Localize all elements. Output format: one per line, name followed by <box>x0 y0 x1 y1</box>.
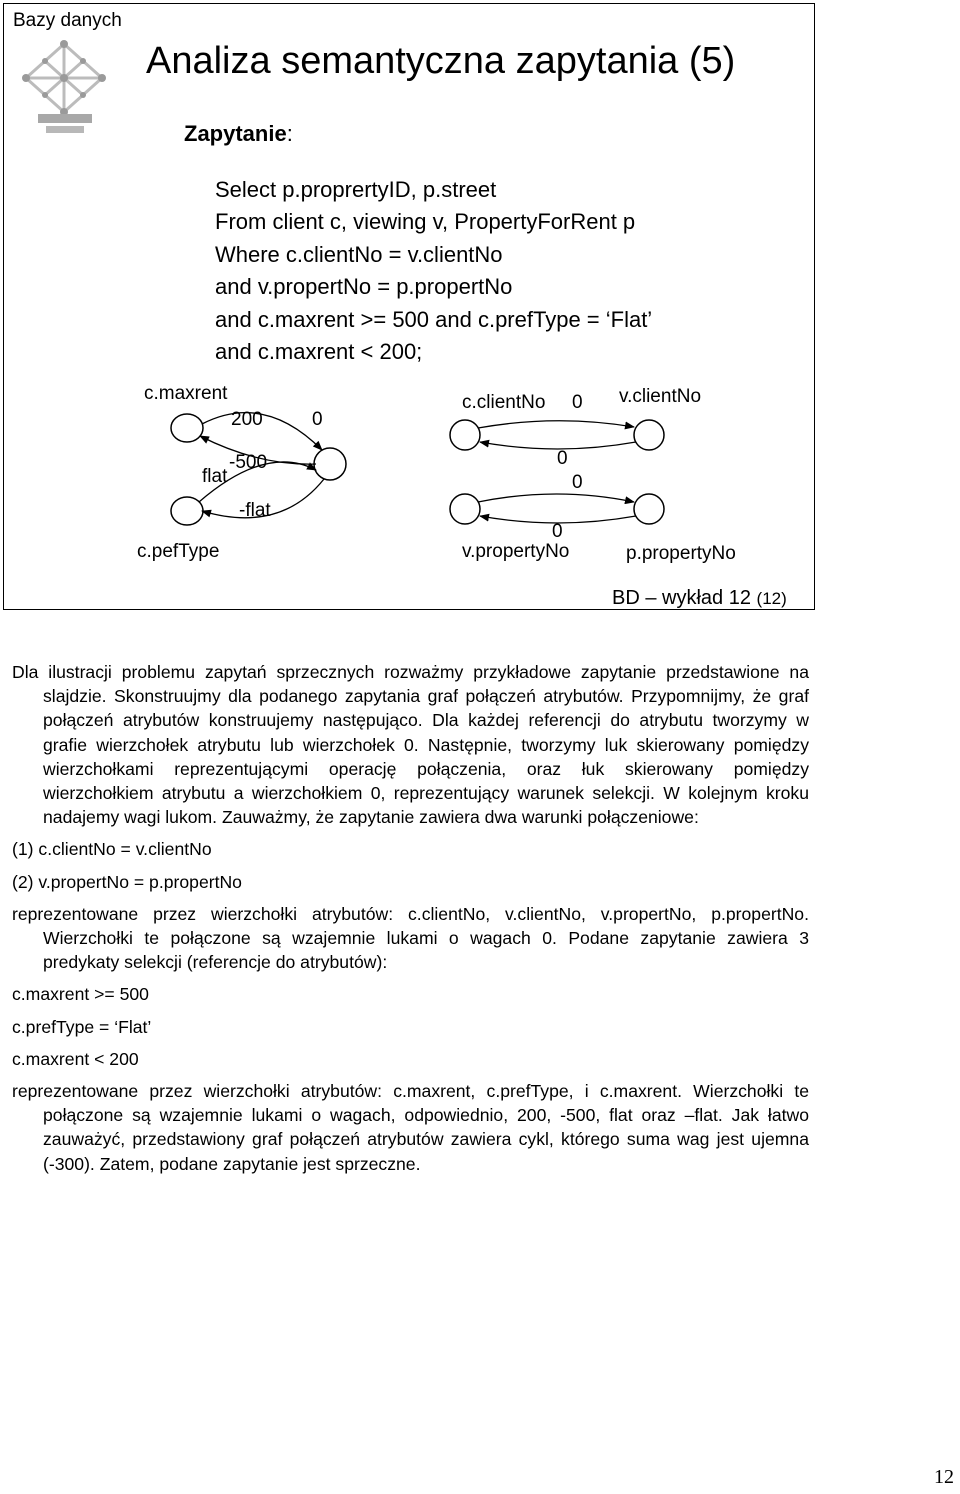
graph-node-zero-left <box>314 448 346 480</box>
graph-weight-minus-flat: -flat <box>239 500 271 521</box>
graph-label-cclient: c.clientNo <box>462 392 546 413</box>
graph-label-peftype: c.pefType <box>137 541 220 562</box>
graph-weight-mid2: 0 <box>572 472 583 493</box>
graph-edge-client-forward <box>478 421 634 428</box>
selection-predicate: c.maxrent < 200 <box>12 1048 139 1069</box>
graph-label-maxrent: c.maxrent <box>144 383 228 404</box>
selection-predicate: c.prefType = ‘Flat’ <box>12 1016 152 1037</box>
notes-paragraph: Dla ilustracji problemu zapytań sprzecznych rozważmy przykładowe zapytanie przedstawione na slajdzie. Skonstruujmy dla podanego zapytania graf połączeń atrybutów. Przypomnijmy, że graf połączeń atrybutów konstruujemy następująco. Dla każdej referencji do atrybutu tworzymy w grafie wierzchołek atrybutu lub wierzchołek 0. Następnie, tworzymy luk skierowany pomiędzy wierzchołkami reprezentującymi operację połączenia, oraz łuk skierowany pomiędzy wierzchołkiem atrybutu a wierzchołkiem 0, reprezentujący warunek selekcji. W kolejnym kroku nadajemy wagi lukom. Zauważmy, że zapytanie zawiera dwa warunki połączeniowe: <box>12 662 809 828</box>
graph-weight-200: 200 <box>231 409 263 430</box>
graph-label-vclient: v.clientNo <box>619 386 702 407</box>
query-line: Where c.clientNo = v.clientNo <box>215 241 503 267</box>
lecture-notes <box>12 660 809 1176</box>
query-line: Select p.proprertyID, p.street <box>215 177 497 202</box>
query-line: and c.maxrent < 200; <box>215 339 423 365</box>
page-number: 12 <box>934 1466 954 1488</box>
graph-label-pprop: p.propertyNo <box>626 543 736 564</box>
slide-title: Analiza semantyczna zapytania (5) <box>146 40 736 82</box>
footer-lecture: BD – wykład 12 <box>612 587 751 609</box>
selection-predicate: c.maxrent >= 500 <box>12 984 149 1005</box>
course-name: Bazy danych <box>13 10 122 31</box>
query-label-colon: : <box>286 121 293 146</box>
graph-node-vprop <box>450 494 480 524</box>
graph-weight-minus500: -500 <box>229 452 268 473</box>
notes-paragraph: reprezentowane przez wierzchołki atrybutów: c.maxrent, c.prefType, i c.maxrent. Wierzchołki te połączone są wzajemnie lukami o wagach, odpowiednio, 200, -500, flat oraz –flat. Jak łatwo zauważyć, przedstawiony graf połączeń atrybutów zawiera cykl, którego suma wag jest ujemna (-300). Zatem, podane zapytanie jest sprzeczne. <box>12 1081 809 1174</box>
graph-weight-zero: 0 <box>312 409 323 430</box>
graph-weight-top: 0 <box>572 392 583 413</box>
graph-node-maxrent <box>171 414 203 442</box>
query-line: and c.maxrent >= 500 and c.prefType = ‘Flat’ <box>215 306 653 332</box>
graph-node-vclient <box>634 420 664 450</box>
graph-node-peftype <box>171 497 203 525</box>
notes-paragraph: reprezentowane przez wierzchołki atrybutów: c.clientNo, v.clientNo, v.propertNo, p.propertNo. Wierzchołki te połączone są wzajemnie lukami o wagach 0. Podane zapytanie zawiera 3 predykaty selekcji (referencje do atrybutów): <box>12 903 809 973</box>
attribute-connection-graph <box>4 4 813 608</box>
query-line: and v.propertNo = p.propertNo <box>215 274 513 300</box>
join-condition: (1) c.clientNo = v.clientNo <box>12 839 212 860</box>
graph-node-cclient <box>450 420 480 450</box>
join-condition: (2) v.propertNo = p.propertNo <box>12 871 242 892</box>
graph-weight-mid1: 0 <box>557 448 568 469</box>
query-line: From client c, viewing v, PropertyForRent p <box>215 209 636 235</box>
graph-weight-flat: flat <box>202 466 228 487</box>
graph-label-vprop: v.propertyNo <box>462 541 570 562</box>
query-label-text: Zapytanie <box>184 121 287 146</box>
graph-node-pprop <box>634 494 664 524</box>
slide <box>3 3 815 610</box>
graph-edge-prop-forward <box>478 494 634 502</box>
slide-footer <box>612 587 787 610</box>
footer-slide-number: (12) <box>756 589 787 608</box>
graph-weight-bottom: 0 <box>552 521 563 542</box>
